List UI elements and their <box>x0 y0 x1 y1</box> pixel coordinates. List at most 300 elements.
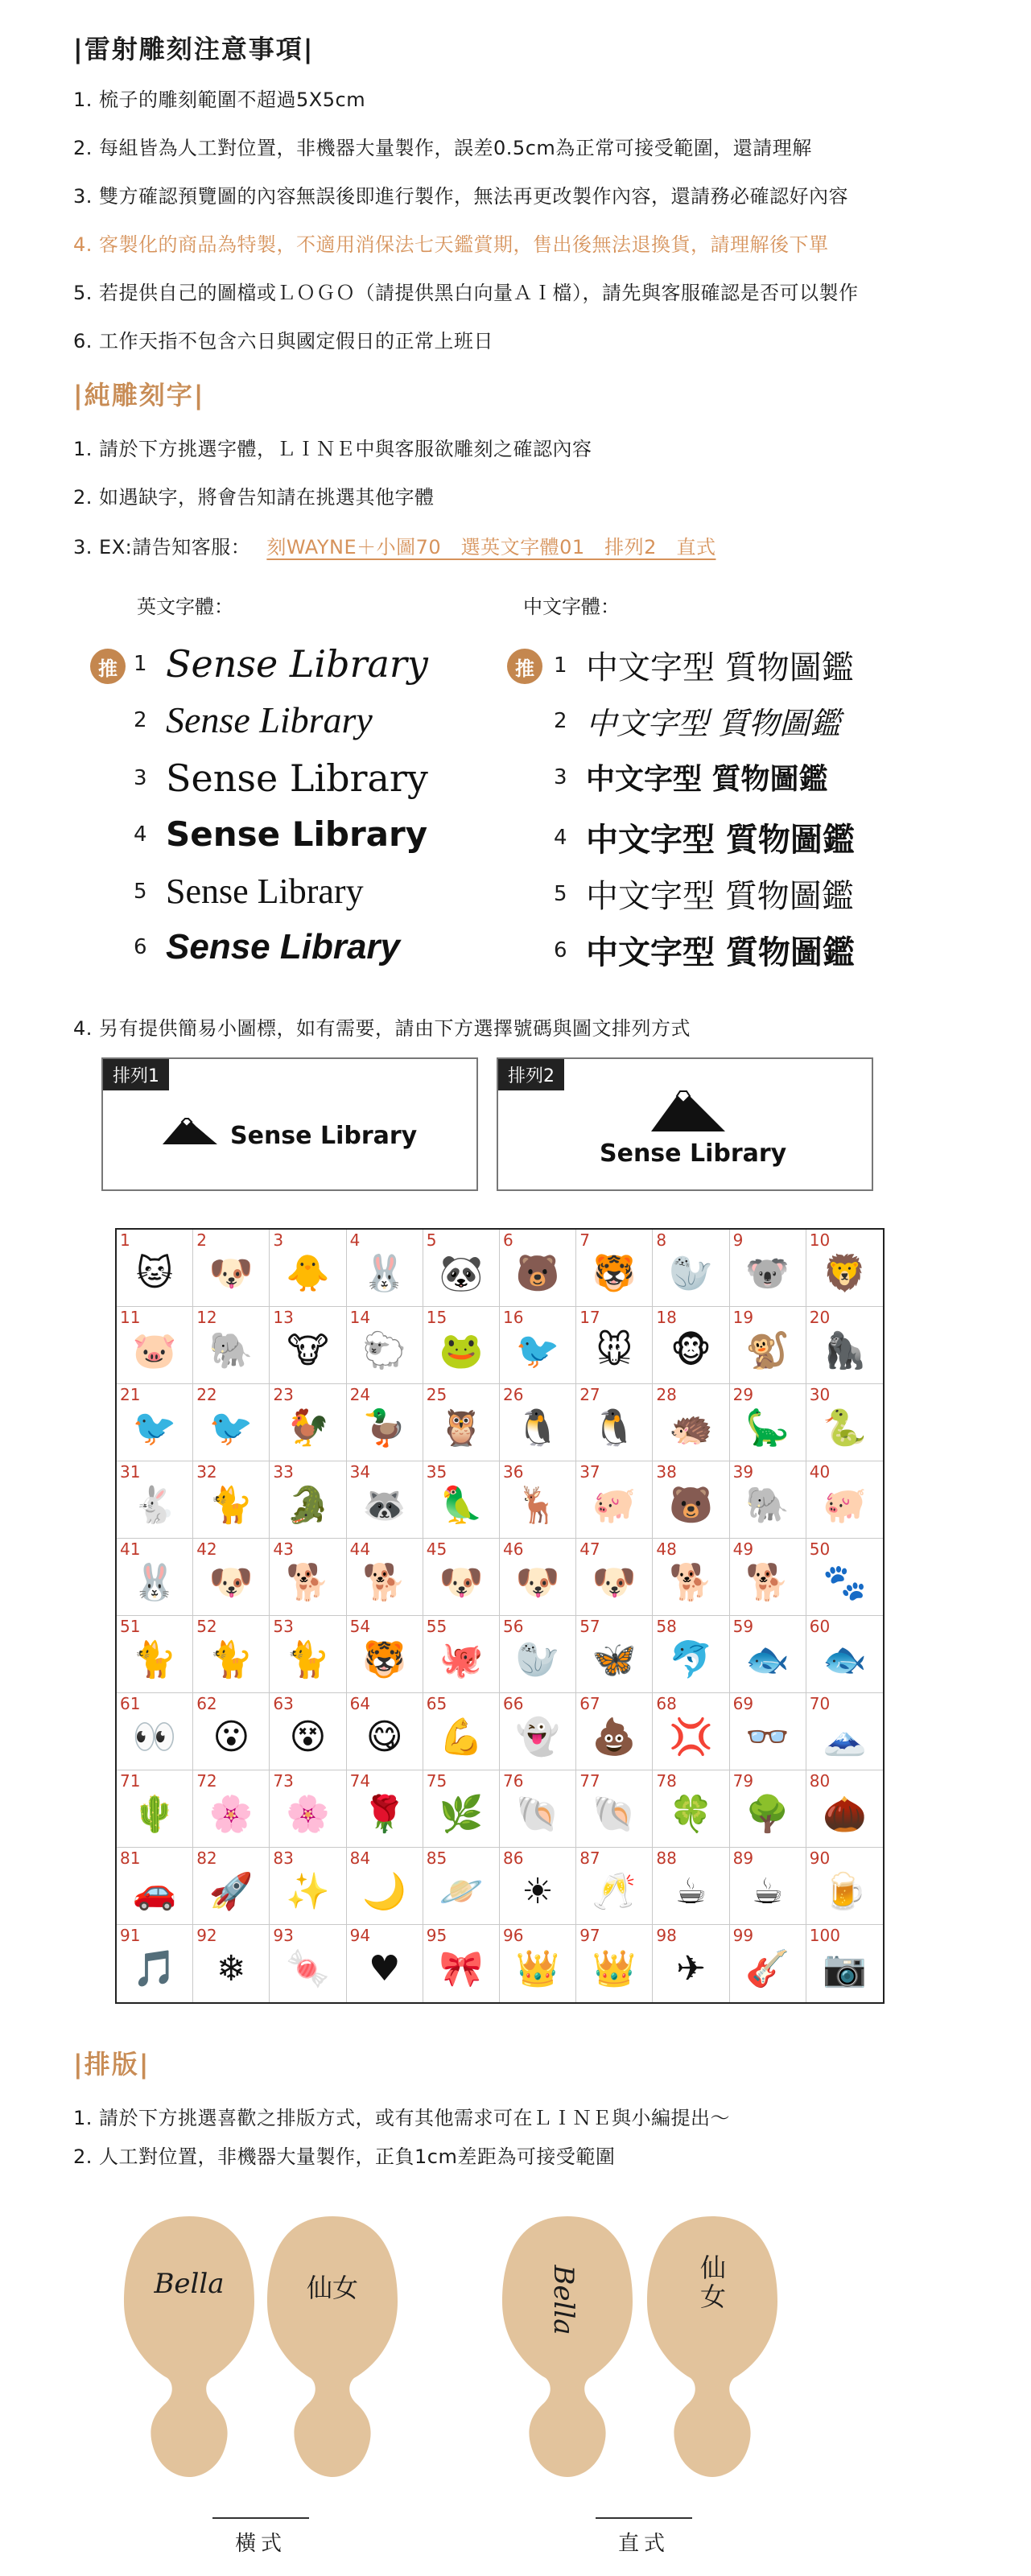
icon-glyph: 🐟 <box>822 1638 867 1680</box>
icon-cell-82[interactable] <box>193 1848 270 1925</box>
icon-glyph: 🎸 <box>745 1948 790 1989</box>
icon-cell-17[interactable] <box>576 1307 653 1384</box>
icon-number: 18 <box>656 1308 677 1327</box>
icon-number: 25 <box>426 1385 447 1404</box>
icon-glyph: 🐬 <box>669 1638 713 1680</box>
icon-number: 98 <box>656 1926 677 1945</box>
icon-cell-61[interactable] <box>117 1693 193 1770</box>
font-sample: Sense Library <box>166 756 428 800</box>
icon-number: 30 <box>809 1385 831 1404</box>
icon-cell-79[interactable] <box>730 1770 806 1848</box>
icon-glyph: 🐰 <box>362 1252 407 1294</box>
comb-text-bella-vertical: Bella <box>547 2265 579 2335</box>
icon-glyph: 🐻 <box>515 1252 560 1294</box>
icon-number: 54 <box>349 1617 371 1636</box>
icon-cell-5[interactable] <box>423 1230 500 1307</box>
font-number: 6 <box>134 935 147 959</box>
icon-cell-35[interactable] <box>423 1461 500 1539</box>
icon-glyph: 🦋 <box>592 1638 637 1680</box>
icon-cell-49[interactable] <box>730 1539 806 1616</box>
icon-number: 41 <box>120 1539 141 1559</box>
icon-cell-15[interactable] <box>423 1307 500 1384</box>
icon-cell-92[interactable] <box>193 1925 270 2002</box>
font-number: 5 <box>554 881 567 906</box>
icon-cell-50[interactable] <box>806 1539 883 1616</box>
icon-glyph: 💩 <box>592 1716 637 1758</box>
layout-item-2: 2. 人工對位置，非機器大量製作，正負1cm差距為可接受範圍 <box>73 2145 616 2168</box>
icon-number: 2 <box>196 1230 207 1250</box>
icon-glyph: 🪐 <box>439 1870 484 1912</box>
icon-glyph: 🦌 <box>515 1484 560 1526</box>
icon-glyph: 🚗 <box>132 1870 177 1912</box>
icon-glyph: 🌙 <box>362 1870 407 1912</box>
icon-cell-37[interactable] <box>576 1461 653 1539</box>
icon-number: 100 <box>809 1926 840 1945</box>
font-sample: 中文字型 質物圖鑑 <box>586 706 841 741</box>
icon-cell-34[interactable] <box>347 1461 423 1539</box>
english-font-label: 英文字體： <box>137 596 233 618</box>
icon-glyph: 🌵 <box>132 1793 177 1835</box>
font-sample: Sense Library <box>166 814 428 854</box>
icon-cell-88[interactable] <box>653 1848 729 1925</box>
icon-cell-8[interactable] <box>653 1230 729 1307</box>
icon-glyph: 🎀 <box>439 1948 484 1989</box>
icon-cell-68[interactable] <box>653 1693 729 1770</box>
icon-cell-65[interactable] <box>423 1693 500 1770</box>
icon-number: 31 <box>120 1462 141 1482</box>
icon-glyph: 🦍 <box>822 1329 867 1371</box>
arrangement-1-tag: 排列1 <box>103 1059 169 1090</box>
icon-note: 4. 另有提供簡易小圖標，如有需要，請由下方選擇號碼與圖文排列方式 <box>73 1017 691 1040</box>
icon-cell-72[interactable] <box>193 1770 270 1848</box>
icon-number: 80 <box>809 1771 831 1791</box>
icon-number: 19 <box>732 1308 754 1327</box>
icon-cell-21[interactable] <box>117 1384 193 1461</box>
icon-glyph: 🦕 <box>745 1407 790 1449</box>
icon-cell-77[interactable] <box>576 1770 653 1848</box>
icon-number: 46 <box>502 1539 524 1559</box>
arrangement-2-text: Sense Library <box>600 1140 787 1168</box>
icon-number: 83 <box>273 1849 294 1868</box>
icon-glyph: 🐈 <box>208 1484 254 1526</box>
icon-glyph: 🐟 <box>745 1638 790 1680</box>
icon-cell-59[interactable] <box>730 1616 806 1693</box>
icon-cell-96[interactable] <box>500 1925 576 2002</box>
comb-vertical-en[interactable] <box>499 2213 636 2479</box>
comb-text-xiannu-vertical: 仙女 <box>700 2252 727 2312</box>
icon-number: 77 <box>579 1771 600 1791</box>
icon-cell-99[interactable] <box>730 1925 806 2002</box>
icon-cell-32[interactable] <box>193 1461 270 1539</box>
icon-glyph: 🦭 <box>669 1252 713 1294</box>
icon-glyph: 😵 <box>289 1716 327 1758</box>
icon-glyph: 🐓 <box>286 1407 330 1449</box>
icon-cell-67[interactable] <box>576 1693 653 1770</box>
font-number: 6 <box>554 938 567 962</box>
icon-number: 56 <box>502 1617 524 1636</box>
icon-number: 48 <box>656 1539 677 1559</box>
engrave-example <box>73 531 716 559</box>
icon-number: 88 <box>656 1849 677 1868</box>
icon-cell-89[interactable] <box>730 1848 806 1925</box>
icon-cell-23[interactable] <box>270 1384 346 1461</box>
icon-cell-78[interactable] <box>653 1770 729 1848</box>
icon-cell-69[interactable] <box>730 1693 806 1770</box>
icon-number: 49 <box>732 1539 754 1559</box>
icon-cell-93[interactable] <box>270 1925 346 2002</box>
icon-number: 39 <box>732 1462 754 1482</box>
icon-glyph: ☕ <box>751 1870 784 1912</box>
icon-cell-66[interactable] <box>500 1693 576 1770</box>
icon-number: 12 <box>196 1308 217 1327</box>
icon-number: 96 <box>502 1926 524 1945</box>
icon-cell-63[interactable] <box>270 1693 346 1770</box>
font-sample: Sense Library <box>166 699 373 740</box>
icon-glyph: 🐻 <box>669 1484 713 1526</box>
laser-section-title: |雷射雕刻注意事項| <box>73 34 315 64</box>
icon-cell-71[interactable] <box>117 1770 193 1848</box>
icon-number: 8 <box>656 1230 667 1250</box>
icon-cell-6[interactable] <box>500 1230 576 1307</box>
icon-number: 6 <box>502 1230 513 1250</box>
icon-glyph: 🐶 <box>592 1561 637 1603</box>
icon-cell-16[interactable] <box>500 1307 576 1384</box>
english-font-1[interactable] <box>134 642 428 686</box>
icon-cell-33[interactable] <box>270 1461 346 1539</box>
icon-cell-24[interactable] <box>347 1384 423 1461</box>
icon-number: 28 <box>656 1385 677 1404</box>
icon-cell-91[interactable] <box>117 1925 193 2002</box>
icon-glyph: 🐨 <box>745 1252 790 1294</box>
icon-number: 43 <box>273 1539 294 1559</box>
icon-cell-3[interactable] <box>270 1230 346 1307</box>
layout-item-1: 1. 請於下方挑選喜歡之排版方式，或有其他需求可在ＬＩＮＥ與小編提出～ <box>73 2107 731 2129</box>
icon-glyph: 🐶 <box>208 1252 254 1294</box>
layout-section-title: |排版| <box>73 2049 151 2079</box>
english-font-4[interactable] <box>134 814 427 854</box>
icon-number: 34 <box>349 1462 371 1482</box>
icon-number: 78 <box>656 1771 677 1791</box>
icon-cell-4[interactable] <box>347 1230 423 1307</box>
icon-cell-41[interactable] <box>117 1539 193 1616</box>
icon-number: 59 <box>732 1617 754 1636</box>
icon-cell-19[interactable] <box>730 1307 806 1384</box>
icon-cell-55[interactable] <box>423 1616 500 1693</box>
icon-cell-57[interactable] <box>576 1616 653 1693</box>
icon-number: 91 <box>120 1926 141 1945</box>
icon-number: 66 <box>502 1694 524 1713</box>
icon-cell-46[interactable] <box>500 1539 576 1616</box>
icon-cell-60[interactable] <box>806 1616 883 1693</box>
laser-item-3: 3. 雙方確認預覽圖的內容無誤後即進行製作，無法再更改製作內容，還請務必確認好內容 <box>73 185 849 208</box>
icon-number: 52 <box>196 1617 217 1636</box>
icon-number: 72 <box>196 1771 217 1791</box>
icon-cell-48[interactable] <box>653 1539 729 1616</box>
icon-cell-75[interactable] <box>423 1770 500 1848</box>
icon-cell-22[interactable] <box>193 1384 270 1461</box>
icon-number: 15 <box>426 1308 447 1327</box>
icon-cell-87[interactable] <box>576 1848 653 1925</box>
icon-cell-58[interactable] <box>653 1616 729 1693</box>
icon-number: 40 <box>809 1462 831 1482</box>
icon-number: 93 <box>273 1926 294 1945</box>
icon-cell-30[interactable] <box>806 1384 883 1461</box>
icon-glyph: 🐾 <box>822 1561 867 1603</box>
icon-glyph: 🦉 <box>439 1407 484 1449</box>
icon-glyph: 👀 <box>132 1716 177 1758</box>
chinese-font-5[interactable] <box>554 871 854 917</box>
recommend-badge-chinese: 推 <box>507 649 542 684</box>
icon-cell-12[interactable] <box>193 1307 270 1384</box>
icon-glyph: 🐦 <box>515 1329 560 1371</box>
icon-cell-74[interactable] <box>347 1770 423 1848</box>
icon-glyph: 🐕 <box>669 1561 713 1603</box>
icon-number: 17 <box>579 1308 600 1327</box>
icon-cell-81[interactable] <box>117 1848 193 1925</box>
icon-number: 71 <box>120 1771 141 1791</box>
icon-glyph: 🐧 <box>592 1407 637 1449</box>
icon-cell-1[interactable] <box>117 1230 193 1307</box>
icon-cell-11[interactable] <box>117 1307 193 1384</box>
icon-cell-27[interactable] <box>576 1384 653 1461</box>
icon-glyph: 🐶 <box>439 1561 484 1603</box>
icon-cell-13[interactable] <box>270 1307 346 1384</box>
icon-cell-64[interactable] <box>347 1693 423 1770</box>
icon-cell-98[interactable] <box>653 1925 729 2002</box>
icon-cell-42[interactable] <box>193 1539 270 1616</box>
icon-cell-84[interactable] <box>347 1848 423 1925</box>
caption-line-horizontal <box>212 2517 309 2519</box>
chinese-font-6[interactable] <box>554 927 855 973</box>
icon-cell-54[interactable] <box>347 1616 423 1693</box>
icon-glyph: 🌸 <box>286 1793 330 1835</box>
icon-glyph: 🦆 <box>362 1407 407 1449</box>
icon-glyph: 🐵 <box>670 1329 711 1371</box>
icon-number: 14 <box>349 1308 371 1327</box>
icon-cell-51[interactable] <box>117 1616 193 1693</box>
icon-number: 42 <box>196 1539 217 1559</box>
icon-glyph: 🐶 <box>208 1561 254 1603</box>
icon-glyph: 📷 <box>822 1948 867 1989</box>
icon-cell-44[interactable] <box>347 1539 423 1616</box>
icon-glyph: 🐸 <box>439 1329 484 1371</box>
icon-cell-36[interactable] <box>500 1461 576 1539</box>
icon-cell-28[interactable] <box>653 1384 729 1461</box>
icon-cell-45[interactable] <box>423 1539 500 1616</box>
english-font-6[interactable] <box>134 927 400 967</box>
recommend-badge-english: 推 <box>90 649 126 684</box>
icon-cell-26[interactable] <box>500 1384 576 1461</box>
icon-glyph: 🐈 <box>208 1638 254 1680</box>
icon-cell-14[interactable] <box>347 1307 423 1384</box>
example-label: 3. EX:請告知客服： <box>73 536 251 558</box>
comb-horizontal-zh[interactable] <box>264 2213 401 2479</box>
icon-number: 33 <box>273 1462 294 1482</box>
arrangement-2-box[interactable] <box>497 1057 873 1191</box>
icon-number: 68 <box>656 1694 677 1713</box>
icon-cell-47[interactable] <box>576 1539 653 1616</box>
arrangement-1-box[interactable] <box>101 1057 478 1191</box>
icon-cell-76[interactable] <box>500 1770 576 1848</box>
icon-cell-83[interactable] <box>270 1848 346 1925</box>
icon-number: 23 <box>273 1385 294 1404</box>
icon-number: 36 <box>502 1462 524 1482</box>
icon-number: 67 <box>579 1694 600 1713</box>
icon-cell-100[interactable] <box>806 1925 883 2002</box>
icon-glyph: 🐊 <box>286 1484 330 1526</box>
icon-number: 7 <box>579 1230 590 1250</box>
icon-glyph: 🗻 <box>822 1716 867 1758</box>
font-sample: 中文字型 質物圖鑑 <box>586 934 855 971</box>
icon-glyph: ♥ <box>368 1948 401 1989</box>
icon-glyph: 🦁 <box>822 1252 867 1294</box>
icon-number: 3 <box>273 1230 284 1250</box>
icon-number: 57 <box>579 1617 600 1636</box>
comb-horizontal-en[interactable] <box>121 2213 258 2479</box>
icon-glyph: 🐦 <box>208 1407 254 1449</box>
icon-cell-86[interactable] <box>500 1848 576 1925</box>
icon-number: 26 <box>502 1385 524 1404</box>
english-font-5[interactable] <box>134 871 364 912</box>
icon-number: 74 <box>349 1771 371 1791</box>
icon-cell-9[interactable] <box>730 1230 806 1307</box>
icon-glyph: 💢 <box>669 1716 713 1758</box>
icon-glyph: 🐒 <box>745 1329 790 1371</box>
icon-number: 51 <box>120 1617 141 1636</box>
icon-number: 70 <box>809 1694 831 1713</box>
icon-number: 1 <box>120 1230 130 1250</box>
chinese-font-3[interactable] <box>554 756 828 798</box>
icon-glyph: 🐥 <box>286 1252 330 1294</box>
icon-number: 38 <box>656 1462 677 1482</box>
icon-number: 84 <box>349 1849 371 1868</box>
icon-cell-62[interactable] <box>193 1693 270 1770</box>
icon-glyph: 💪 <box>439 1716 484 1758</box>
icon-cell-29[interactable] <box>730 1384 806 1461</box>
icon-glyph: 🦭 <box>515 1638 560 1680</box>
font-number: 4 <box>554 825 567 850</box>
laser-item-2: 2. 每組皆為人工對位置，非機器大量製作，誤差0.5cm為正常可接受範圍，還請理解 <box>73 137 812 159</box>
icon-glyph: 👑 <box>592 1948 637 1989</box>
icon-glyph: 🌿 <box>439 1793 484 1835</box>
font-sample: 中文字型 質物圖鑑 <box>586 763 828 796</box>
icon-glyph: 🐘 <box>208 1329 254 1371</box>
laser-item-5: 5. 若提供自己的圖檔或ＬＯＧＯ（請提供黑白向量ＡＩ檔），請先與客服確認是否可以製作 <box>73 282 859 304</box>
icon-number: 75 <box>426 1771 447 1791</box>
icon-number: 29 <box>732 1385 754 1404</box>
icon-cell-20[interactable] <box>806 1307 883 1384</box>
font-number: 1 <box>134 652 147 676</box>
icon-number: 90 <box>809 1849 831 1868</box>
chinese-font-1[interactable] <box>554 642 854 688</box>
icon-cell-97[interactable] <box>576 1925 653 2002</box>
icon-cell-40[interactable] <box>806 1461 883 1539</box>
icon-cell-95[interactable] <box>423 1925 500 2002</box>
icon-number: 9 <box>732 1230 744 1250</box>
icon-glyph: ☀ <box>522 1870 554 1912</box>
icon-glyph: 🐕 <box>745 1561 790 1603</box>
icon-cell-2[interactable] <box>193 1230 270 1307</box>
icon-number: 82 <box>196 1849 217 1868</box>
icon-number: 61 <box>120 1694 141 1713</box>
icon-cell-52[interactable] <box>193 1616 270 1693</box>
icon-number: 11 <box>120 1308 141 1327</box>
icon-glyph: 🐯 <box>362 1638 407 1680</box>
icon-glyph: 🐚 <box>515 1793 560 1835</box>
font-sample: 中文字型 質物圖鑑 <box>586 878 854 915</box>
example-value: 刻WAYNE＋小圖70 選英文字體01 排列2 直式 <box>266 536 716 558</box>
engrave-section-title: |純雕刻字| <box>73 380 205 410</box>
icon-glyph: 🐱 <box>136 1252 174 1294</box>
icon-number: 10 <box>809 1230 831 1250</box>
icon-number: 86 <box>502 1849 524 1868</box>
icon-number: 65 <box>426 1694 447 1713</box>
icon-number: 13 <box>273 1308 294 1327</box>
icon-cell-90[interactable] <box>806 1848 883 1925</box>
icon-cell-56[interactable] <box>500 1616 576 1693</box>
icon-number: 35 <box>426 1462 447 1482</box>
icon-cell-7[interactable] <box>576 1230 653 1307</box>
font-number: 2 <box>134 707 147 732</box>
icon-number: 45 <box>426 1539 447 1559</box>
chinese-font-4[interactable] <box>554 814 855 860</box>
icon-number: 20 <box>809 1308 831 1327</box>
font-sample: 中文字型 質物圖鑑 <box>586 649 854 686</box>
icon-glyph: 🐰 <box>132 1561 177 1603</box>
icon-number: 16 <box>502 1308 524 1327</box>
icon-cell-39[interactable] <box>730 1461 806 1539</box>
icon-cell-53[interactable] <box>270 1616 346 1693</box>
icon-glyph: 🐖 <box>592 1484 637 1526</box>
icon-glyph: 🦔 <box>669 1407 713 1449</box>
icon-number: 95 <box>426 1926 447 1945</box>
icon-glyph: 🌳 <box>745 1793 790 1835</box>
icon-number: 92 <box>196 1926 217 1945</box>
icon-glyph: 🌰 <box>822 1793 867 1835</box>
icon-glyph: 🐶 <box>515 1561 560 1603</box>
icon-number: 97 <box>579 1926 600 1945</box>
icon-cell-18[interactable] <box>653 1307 729 1384</box>
chinese-font-2[interactable] <box>554 699 840 743</box>
icon-cell-94[interactable] <box>347 1925 423 2002</box>
english-font-3[interactable] <box>134 756 428 800</box>
icon-number: 89 <box>732 1849 754 1868</box>
icon-cell-43[interactable] <box>270 1539 346 1616</box>
icon-glyph: 🦜 <box>439 1484 484 1526</box>
icon-number: 81 <box>120 1849 141 1868</box>
icon-cell-31[interactable] <box>117 1461 193 1539</box>
caption-vertical: 直式 <box>617 2532 670 2556</box>
icon-cell-80[interactable] <box>806 1770 883 1848</box>
icon-cell-85[interactable] <box>423 1848 500 1925</box>
icon-cell-10[interactable] <box>806 1230 883 1307</box>
font-number: 3 <box>554 765 567 789</box>
icon-number: 76 <box>502 1771 524 1791</box>
font-sample: Sense Library <box>166 642 428 686</box>
icon-grid <box>115 1228 885 2004</box>
font-sample: Sense Library <box>166 927 401 967</box>
icon-glyph: 🦝 <box>362 1484 407 1526</box>
icon-glyph: ✨ <box>286 1870 330 1912</box>
icon-cell-25[interactable] <box>423 1384 500 1461</box>
icon-cell-73[interactable] <box>270 1770 346 1848</box>
icon-glyph: 👻 <box>515 1716 560 1758</box>
icon-cell-70[interactable] <box>806 1693 883 1770</box>
english-font-2[interactable] <box>134 699 373 741</box>
icon-glyph: 🐑 <box>362 1329 407 1371</box>
icon-cell-38[interactable] <box>653 1461 729 1539</box>
engrave-item-2: 2. 如遇缺字，將會告知請在挑選其他字體 <box>73 486 435 509</box>
